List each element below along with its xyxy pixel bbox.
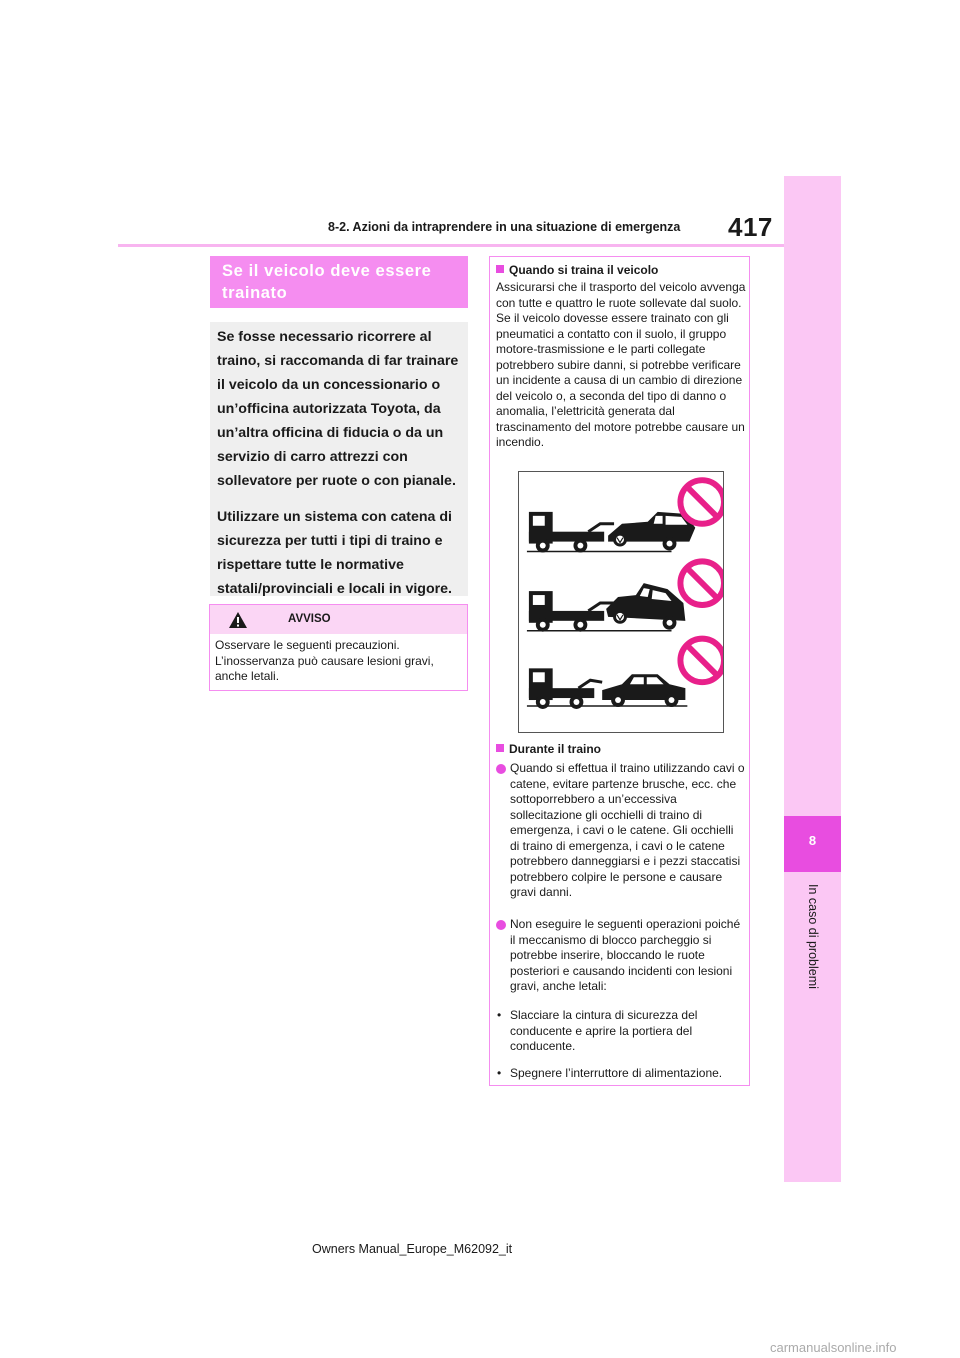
warning-header xyxy=(210,605,467,634)
tow-scene-1 xyxy=(527,480,724,552)
body-paragraph: Assicurarsi che il trasporto del veicolo avvenga con tutte e quattro le ruote sollevate dal suolo. Se il veicolo dovesse essere trainato con gli pneumatici a contatto con il suolo, il gruppo motore-trasmissione e le parti collegate potrebbero subire danni, si potrebbe verificare un incidente a causa di un cambio di direzione del veicolo o, a seconda del tipo di danno o anomalia, l’elettricità generata dal trascinamento del motore potrebbe causare un incendio. xyxy=(496,280,746,449)
sub-bullet-paragraph: Slacciare la cintura di sicurezza del conducente e aprire la portiera del conducente. xyxy=(510,1008,698,1053)
subheading xyxy=(496,263,658,277)
round-bullet-icon xyxy=(496,764,506,774)
footer-doc-id: Owners Manual_Europe_M62092_it xyxy=(312,1242,513,1256)
warning-body: Osservare le seguenti precauzioni. L’inosservanza può causare lesioni gravi, anche letali. xyxy=(215,638,434,683)
bullet-paragraph: Non eseguire le seguenti operazioni poiché il meccanismo di blocco parcheggio si potrebbe inserire, bloccando le ruote posteriori e causando incidenti con lesioni gravi, anche letali: xyxy=(510,917,741,993)
sub-bullet-icon: • xyxy=(497,1008,502,1022)
section-title: 8-2. Azioni da intraprendere in una situazione di emergenza xyxy=(328,220,681,234)
sub-bullet-paragraph: Spegnere l’interruttore di alimentazione. xyxy=(510,1066,723,1080)
watermark: carmanualsonline.info xyxy=(770,1340,897,1355)
subheading-text: Durante il traino xyxy=(509,742,602,756)
chapter-label: In caso di problemi xyxy=(806,884,820,989)
tow-scene-2 xyxy=(527,561,724,631)
chapter-side-tab xyxy=(784,176,841,1182)
intro-paragraph: Se fosse necessario ricorrere al traino, si raccomanda di far trainare il veicolo da un concessionario o un’officina autorizzata Toyota, da un’altra officina di fiducia o da un servizio di carro attrezzi con sollevatore per ruote o con pianale. xyxy=(217,329,459,489)
subheading-text: Quando si traina il veicolo xyxy=(509,263,659,277)
bullet-paragraph: Quando si effettua il traino utilizzando cavi o catene, evitare partenze brusche, ecc. che sottoporrebbero a un’eccessiva sollecitazione gli occhielli di traino di emergenza, i cavi o le catene. Gli occhielli di traino di emergenza, i cavi o le catene potrebbero danneggiarsi e i pezzi staccatisi potrebbero colpire le persone e causare gravi danni. xyxy=(510,761,745,899)
square-bullet-icon xyxy=(496,265,504,273)
section-heading: Se il veicolo deve essere trainato xyxy=(222,262,432,302)
page-number: 417 xyxy=(728,212,773,242)
tow-scene-3 xyxy=(527,639,724,709)
intro-paragraph: Utilizzare un sistema con catena di sicurezza per tutti i tipi di traino e rispettare tutte le normative statali/provinciali e locali in vigore. xyxy=(217,509,452,597)
towing-illustration xyxy=(518,471,724,733)
chapter-number: 8 xyxy=(808,833,817,848)
warning-title: AVVISO xyxy=(288,613,331,625)
header-rule xyxy=(118,244,784,247)
warning-triangle-icon xyxy=(228,611,248,629)
subheading xyxy=(496,742,601,756)
sub-bullet-icon: • xyxy=(497,1066,502,1080)
round-bullet-icon xyxy=(496,920,506,930)
square-bullet-icon xyxy=(496,744,504,752)
